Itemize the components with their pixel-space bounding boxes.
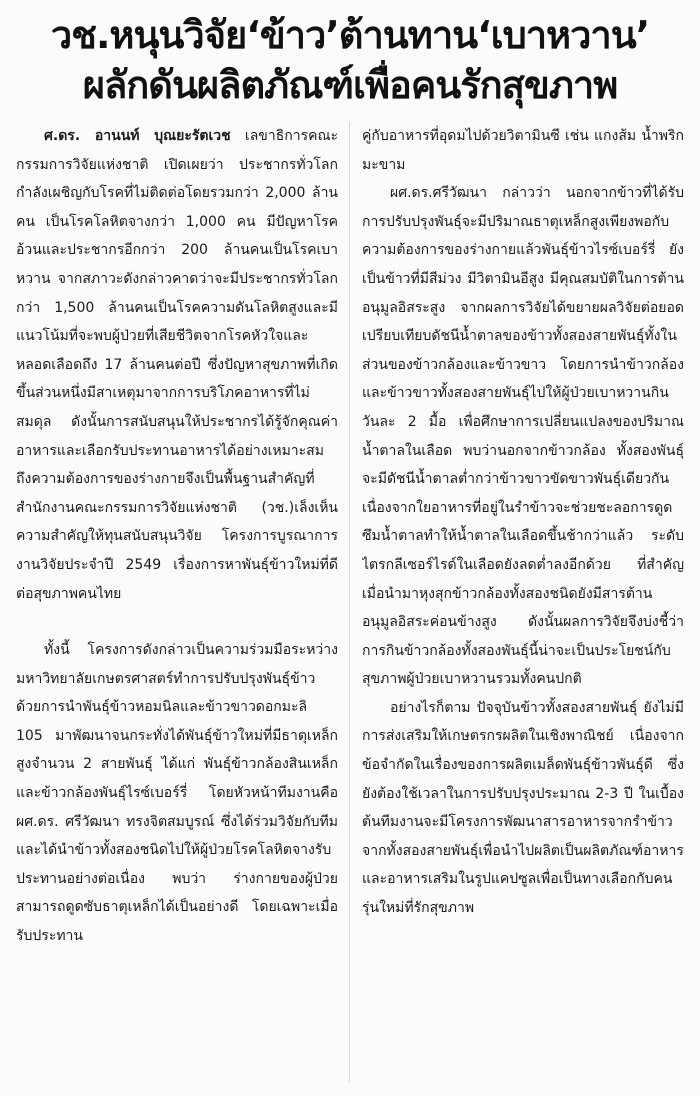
paragraph: ทั้งนี้ โครงการดังกล่าวเป็นความร่วมมือระหว่างมหาวิทยาลัยเกษตรศาสตร์ทำการปรับปรุงพันธุ์ข้าวด้วยการนำพันธุ์ข้าวหอมนิลและข้าวขาวดอกมะลิ 105 มาพัฒนาจนกระทั่งได้พันธุ์ข้าวใหม่ที่มีธาตุเหล็กสูงจำนวน 2 สายพันธุ์ ได้แก่ พันธุ์ข้าวกล้องสินเหล็กและข้าวกล้องพันธุ์ไรซ์เบอร์รี่ โดยหัวหน้าทีมงานคือ ผศ.ดร. ศรีวัฒนา ทรงจิตสมบูรณ์ ซึ่งได้ร่วมวิจัยกับทีมและได้นำข้าวทั้งสองชนิดไปให้ผู้ป่วยโรคโลหิตจางรับประทานอย่างต่อเนื่อง พบว่า ร่างกายของผู้ป่วยสามารถดูดซับธาตุเหล็กได้เป็นอย่างดี โดยเฉพาะเมื่อรับประทาน [16,642,338,945]
paragraph-text: เลขาธิการคณะกรรมการวิจัยแห่งชาติ เปิดเผยว่า ประชากรทั่วโลกกำลังเผชิญกับโรคที่ไม่ติดต่อโดยรวมกว่า 2,000 ล้านคน เป็นโรคโลหิตจางกว่า 1,000 คน มีปัญหาโรคอ้วนและประชากรอีกกว่า 200 ล้านคนเป็นโรคเบาหวาน จากสภาวะดังกล่าวคาดว่าจะมีประชากรทั่วโลกกว่า 1,500 ล้านคนเป็นโรคความดันโลหิตสูงและมีแนวโน้มที่จะพบผู้ป่วยที่เสียชีวิตจากโรคหัวใจและหลอดเลือดถึง 17 ล้านคนต่อปี ซึ่งปัญหาสุขภาพที่เกิดขึ้นส่วนหนึ่งมีสาเหตุมาจากการบริโภคอาหารที่ไม่สมดุล ดังนั้นการสนับสนุนให้ประชากรได้รู้จักคุณค่าอาหารและเลือกรับประทานอาหารได้อย่างเหมาะสมถึงความต้องการของร่างกายจึงเป็นพื้นฐานสำคัญที่สำนักงานคณะกรรมการวิจัยแห่งชาติ (วช.)เล็งเห็นความสำคัญให้ทุนสนับสนุนวิจัย โครงการบูรณาการงานวิจัยประจำปี 2549 เรื่องการหาพันธุ์ข้าวใหม่ที่ดีต่อสุขภาพคนไทย [16,128,338,602]
headline-line-2: ผลักดันผลิตภัณฑ์เพื่อคนรักสุขภาพ [82,63,618,107]
paragraph-gap [16,608,338,636]
paragraph: คู่กับอาหารที่อุดมไปด้วยวิตามินซี เช่น แกงส้ม น้ำพริกมะขาม [362,128,684,173]
headline-line-1: วช.หนุนวิจัย‘ข้าว’ต้านทาน‘เบาหวาน’ [50,13,650,57]
article-column-left [16,122,338,1082]
article-column-right [362,122,684,1082]
byline: ศ.ดร. อานนท์ บุณยะรัตเวช [44,128,231,144]
paragraph: อย่างไรก็ตาม ปัจจุบันข้าวทั้งสองสายพันธุ์ ยังไม่มีการส่งเสริมให้เกษตรกรผลิตในเชิงพาณิชย์ เนื่องจากข้อจำกัดในเรื่องของการผลิตเมล็ดพันธุ์ข้าวพันธุ์ดี ซึ่งยังต้องใช้เวลาในการปรับปรุงประมาณ 2-3 ปี ในเบื้องต้นทีมงานจะมีโครงการพัฒนาสารอาหารจากรำข้าวจากทั้งสองสายพันธุ์เพื่อนำไปผลิตเป็นผลิตภัณฑ์อาหารและอาหารเสริมในรูปแคปซูลเพื่อเป็นทางเลือกกับคนรุ่นใหม่ที่รักสุขภาพ [362,699,684,917]
paragraph: ผศ.ดร.ศรีวัฒนา กล่าวว่า นอกจากข้าวที่ได้รับการปรับปรุงพันธุ์จะมีปริมาณธาตุเหล็กสูงเพียงพอกับความต้องการของร่างกายแล้วพันธุ์ข้าวไรซ์เบอร์รี่ ยังเป็นข้าวที่มีสีม่วง มีวิตามินอีสูง มีคุณสมบัติในการต้านอนุมูลอิสระสูง จากผลการวิจัยได้ขยายผลวิจัยต่อยอดเปรียบเทียบดัชนีน้ำตาลของข้าวทั้งสองสายพันธุ์ทั้งในส่วนของข้าวกล้องและข้าวขาว โดยการนำข้าวกล้องและข้าวขาวทั้งสองสายพันธุ์ไปให้ผู้ป่วยเบาหวานกินวันละ 2 มื้อ เพื่อศึกษาการเปลี่ยนแปลงของปริมาณน้ำตาลในเลือด พบว่านอกจากข้าวกล้อง ทั้งสองพันธุ์จะมีดัชนีน้ำตาลต่ำกว่าข้าวขาวขัดขาวพันธุ์เดียวกันเนื่องจากใยอาหารที่อยู่ในรำข้าวจะช่วยชะลอการดูดซึมน้ำตาลทำให้น้ำตาลในเลือดขึ้นช้ากว่าแล้ว ระดับไตรกลีเซอร์ไรด์ในเลือดยังลดต่ำลงอีกด้วย ที่สำคัญเมื่อนำมาหุงสุกข้าวกล้องทั้งสองชนิดยังมีสารต้านอนุมูลอิสระค่อนข้างสูง ดังนั้นผลการวิจัยจึงบ่งชี้ว่า การกินข้าวกล้องทั้งสองพันธุ์นี้น่าจะเป็นประโยชน์กับสุขภาพผู้ป่วยเบาหวานรวมทั้งคนปกติ [362,185,684,688]
article-body [16,122,684,1082]
column-divider [349,122,350,1082]
paragraph [16,122,338,608]
